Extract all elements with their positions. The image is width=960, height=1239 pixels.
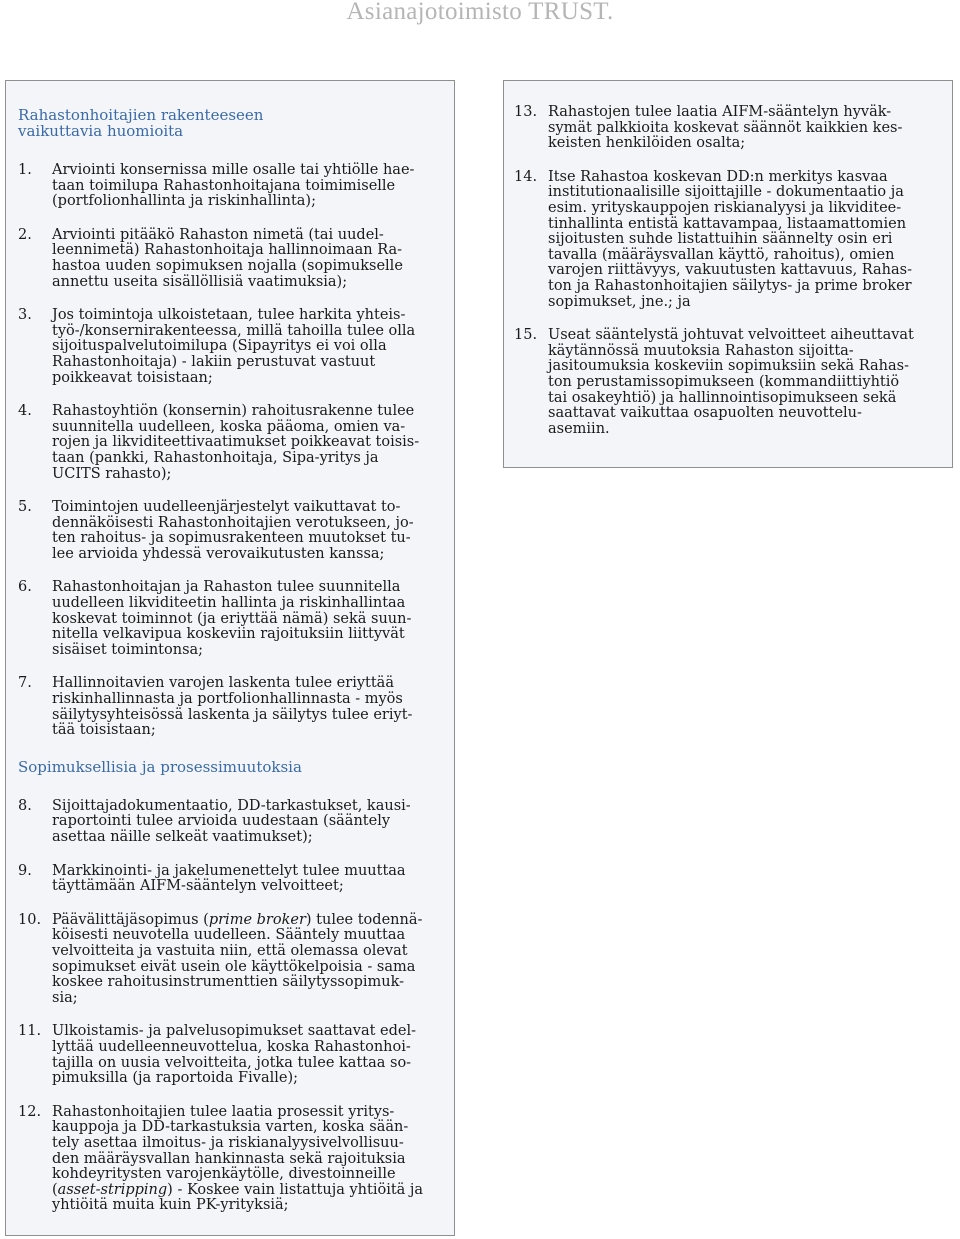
item-text-line: ton perustamissopimukseen (kommandiittiyhtiö — [548, 373, 900, 390]
item-text-line: Markkinointi- ja jakelumenettelyt tulee muuttaa — [52, 862, 406, 879]
section-heading-contracts: Sopimuksellisia ja prosessimuutoksia — [18, 757, 302, 776]
item-text-line: työ-/konsernirakenteessa, millä tahoilla tulee olla — [52, 322, 416, 339]
text-run: kauppoja ja DD-tarkastuksia varten, koska sään- — [52, 1119, 409, 1136]
item-text-line: Jos toimintoja ulkoistetaan, tulee harkita yhteis- — [52, 307, 406, 324]
item-text-line: saattavat vaikuttaa osapuolten neuvottelu- — [548, 405, 862, 422]
item-text-line: Arviointi pitääkö Rahaston nimetä (tai uudel- — [52, 226, 384, 243]
list-item — [18, 1024, 442, 1086]
right-info-box — [503, 80, 953, 468]
item-text-line: ton ja Rahastonhoitajien säilytys- ja prime broker — [548, 277, 912, 294]
item-number: 6. — [18, 579, 32, 596]
text-run: den määräysvallan hankinnasta sekä rajoituksia — [52, 1150, 406, 1167]
item-text-line: Useat sääntelystä johtuvat velvoitteet aiheuttavat — [548, 327, 914, 344]
list-item — [18, 1105, 442, 1214]
text-run: ) - Koskee vain listattuja yhtiöitä ja — [167, 1181, 424, 1198]
list-item — [18, 404, 442, 482]
item-number: 12. — [18, 1103, 42, 1120]
item-text-line — [52, 960, 442, 976]
item-text-line: Rahastonhoitaja) - lakiin perustuvat vastuut — [52, 353, 376, 370]
item-text-line: raportointi tulee arvioida uudestaan (sääntely — [52, 813, 391, 830]
item-text-line: sisäiset toimintonsa; — [52, 641, 204, 658]
item-text — [52, 404, 442, 482]
item-text-line: asemiin. — [548, 420, 610, 437]
item-text-line: tai osakeyhtiö) ja hallinnointisopimukseen sekä — [548, 389, 897, 406]
item-text-line: Rahastonhoitajan ja Rahaston tulee suunnitella — [52, 579, 401, 596]
item-text-line — [52, 1152, 442, 1168]
item-text-line — [52, 913, 442, 929]
item-text — [52, 228, 442, 290]
list-item — [18, 500, 442, 562]
item-text-line: esim. yrityskauppojen riskianalyysi ja likviditee- — [548, 199, 902, 216]
item-text — [548, 170, 940, 310]
structure-list — [18, 163, 442, 739]
text-run: sia; — [52, 989, 78, 1006]
item-text — [52, 1024, 442, 1086]
item-text-line: Arviointi konsernissa mille osalle tai yhtiölle hae- — [52, 162, 415, 178]
item-text — [52, 580, 442, 658]
left-info-box — [5, 80, 455, 1236]
list-item — [514, 328, 940, 437]
item-text-line: lee arvioida yhdessä verovaikutusten kanssa; — [52, 545, 385, 562]
text-run: kohdeyritysten varojenkäytölle, divestoinneille — [52, 1166, 396, 1183]
list-item — [514, 170, 940, 310]
item-text-line — [52, 928, 442, 944]
item-text — [52, 1105, 442, 1214]
item-text — [548, 105, 940, 152]
item-text-line: riskinhallinnasta ja portfolionhallinnasta - myös — [52, 691, 403, 708]
page-header — [0, 0, 960, 30]
item-text-line: poikkeavat toisistaan; — [52, 369, 213, 386]
item-number: 11. — [18, 1023, 42, 1040]
text-run: sopimukset eivät usein ole käyttökelpoisia - sama — [52, 958, 416, 975]
item-text-line: tavalla (määräysvallan käyttö, rahoitus), omien — [548, 246, 895, 263]
item-number: 9. — [18, 862, 32, 879]
continued-list — [514, 105, 940, 437]
item-text-line: sopimukset, jne.; ja — [548, 293, 691, 310]
text-run: velvoitteita ja vastuita niin, että olemassa olevat — [52, 942, 408, 959]
item-text-line — [52, 1198, 442, 1214]
item-number: 7. — [18, 675, 32, 692]
item-text-line: jasitoumuksia koskeviin sopimuksiin sekä Rahas- — [548, 358, 909, 375]
item-text-line: pimuksilla (ja raportoida Fivalle); — [52, 1070, 298, 1087]
item-text — [52, 163, 442, 210]
item-number: 15. — [514, 327, 538, 344]
text-run: yhtiöitä muita kuin PK-yrityksiä; — [52, 1197, 289, 1214]
item-text-line: taan toimilupa Rahastonhoitajana toimimiselle — [52, 177, 396, 194]
item-text-line: uudelleen likviditeetin hallinta ja riskinhallintaa — [52, 595, 406, 612]
item-number: 1. — [18, 162, 32, 178]
item-text-line — [52, 975, 442, 991]
item-text-line: tinhallinta entistä kattavampaa, listaamattomien — [548, 215, 907, 232]
item-text-line — [52, 1136, 442, 1152]
firm-name: Asianajotoimisto TRUST. — [346, 0, 614, 25]
item-text-line: suunnitella uudelleen, koska pääoma, omien va- — [52, 418, 406, 435]
item-text — [52, 676, 442, 738]
text-run: tely asettaa ilmoitus- ja riskianalyysivelvollisuu- — [52, 1134, 404, 1151]
item-number: 3. — [18, 307, 32, 324]
item-text-line: Sijoittajadokumentaatio, DD-tarkastukset, kausi- — [52, 797, 411, 814]
item-text-line: Rahastojen tulee laatia AIFM-sääntelyn hyväk- — [548, 104, 892, 120]
item-text-line — [52, 1167, 442, 1183]
item-text-line — [52, 944, 442, 960]
item-text-line: Itse Rahastoa koskevan DD:n merkitys kasvaa — [548, 168, 888, 185]
item-text — [52, 913, 442, 1007]
list-item — [514, 105, 940, 152]
text-run: Rahastonhoitajien tulee laatia prosessit yritys- — [52, 1103, 395, 1120]
item-number: 8. — [18, 797, 32, 814]
list-item — [18, 308, 442, 386]
item-text-line: nitella velkavipua koskeviin rajoituksiin liittyvät — [52, 626, 405, 643]
item-text-line: sijoituspalvelutoimilupa (Sipayritys ei voi olla — [52, 338, 387, 355]
item-text-line: institutionaalisille sijoittajille - dokumentaatio ja — [548, 184, 904, 201]
text-run: ( — [52, 1181, 58, 1198]
item-number: 4. — [18, 403, 32, 420]
item-text — [52, 864, 442, 895]
item-text-line: käytännössä muutoksia Rahaston sijoitta- — [548, 342, 854, 359]
list-item — [18, 228, 442, 290]
contracts-list — [18, 799, 442, 1214]
item-text-line: säilytysyhteisössä laskenta ja säilytys tulee eriyt- — [52, 706, 413, 723]
italic-term: asset-stripping — [57, 1181, 168, 1198]
item-text-line: Toimintojen uudelleenjärjestelyt vaikuttavat to- — [52, 499, 401, 516]
text-run: ) tulee todennä- — [305, 911, 423, 928]
item-text-line: rojen ja likviditeettivaatimukset poikkeavat toisis- — [52, 434, 420, 451]
italic-term: prime broker — [208, 911, 306, 928]
item-text — [52, 308, 442, 386]
list-item — [18, 676, 442, 738]
item-text-line: koskevat toiminnot (ja eriyttää nämä) sekä suun- — [52, 610, 412, 627]
item-text-line: keisten henkilöiden osalta; — [548, 135, 746, 152]
item-text-line: Hallinnoitavien varojen laskenta tulee eriyttää — [52, 675, 394, 692]
item-text — [548, 328, 940, 437]
item-text-line: symät palkkioita koskevat säännöt kaikkien kes- — [548, 119, 903, 136]
text-run: Päävälittäjäsopimus ( — [52, 911, 209, 928]
item-text-line — [52, 1183, 442, 1199]
item-number: 14. — [514, 168, 538, 185]
item-text-line: annettu useita sisällöllisiä vaatimuksia); — [52, 273, 348, 290]
item-text-line: tajilla on uusia velvoitteita, jotka tulee kattaa so- — [52, 1054, 412, 1071]
list-item — [18, 163, 442, 210]
section-heading-structure — [18, 107, 442, 139]
item-text-line: (portfolionhallinta ja riskinhallinta); — [52, 193, 316, 210]
item-text-line: Ulkoistamis- ja palvelusopimukset saattavat edel- — [52, 1023, 417, 1040]
item-text-line: UCITS rahasto); — [52, 465, 172, 482]
item-text-line: varojen riittävyys, vakuutusten kattavuus, Rahas- — [548, 262, 913, 279]
item-text-line: sijoitusten suhde listattuihin säännelty osin eri — [548, 231, 893, 248]
text-run: köisesti neuvotella uudelleen. Sääntely muuttaa — [52, 927, 406, 944]
item-text-line: ten rahoitus- ja sopimusrakenteen muutokset tu- — [52, 530, 411, 547]
item-number: 2. — [18, 226, 32, 243]
text-run: koskee rahoitusinstrumenttien säilytyssopimuk- — [52, 974, 405, 991]
item-text-line: Rahastoyhtiön (konsernin) rahoitusrakenne tulee — [52, 403, 415, 420]
item-text-line: asettaa näille selkeät vaatimukset); — [52, 829, 313, 845]
item-text-line — [52, 1105, 442, 1121]
list-item — [18, 580, 442, 658]
item-text — [52, 500, 442, 562]
item-text-line: dennäköisesti Rahastonhoitajien verotukseen, jo- — [52, 514, 414, 531]
item-text-line: täyttämään AIFM-sääntelyn velvoitteet; — [52, 878, 344, 895]
item-number: 10. — [18, 911, 42, 928]
item-text-line — [52, 1120, 442, 1136]
heading-line: Rahastonhoitajien rakenteeseen — [18, 106, 264, 124]
list-item — [18, 864, 442, 895]
heading-line: vaikuttavia huomioita — [18, 122, 184, 140]
item-text-line: leennimetä) Rahastonhoitaja hallinnoimaan Ra- — [52, 242, 403, 259]
item-text-line: hastoa uuden sopimuksen nojalla (sopimukselle — [52, 257, 403, 274]
item-text-line — [52, 991, 442, 1007]
item-text-line: lyttää uudelleenneuvottelua, koska Rahastonhoi- — [52, 1038, 411, 1055]
item-text-line: taan (pankki, Rahastonhoitaja, Sipa-yritys ja — [52, 449, 379, 466]
item-number: 13. — [514, 104, 538, 120]
item-number: 5. — [18, 499, 32, 516]
item-text — [52, 799, 442, 846]
list-item — [18, 799, 442, 846]
item-text-line: tää toisistaan; — [52, 722, 156, 739]
list-item — [18, 913, 442, 1007]
